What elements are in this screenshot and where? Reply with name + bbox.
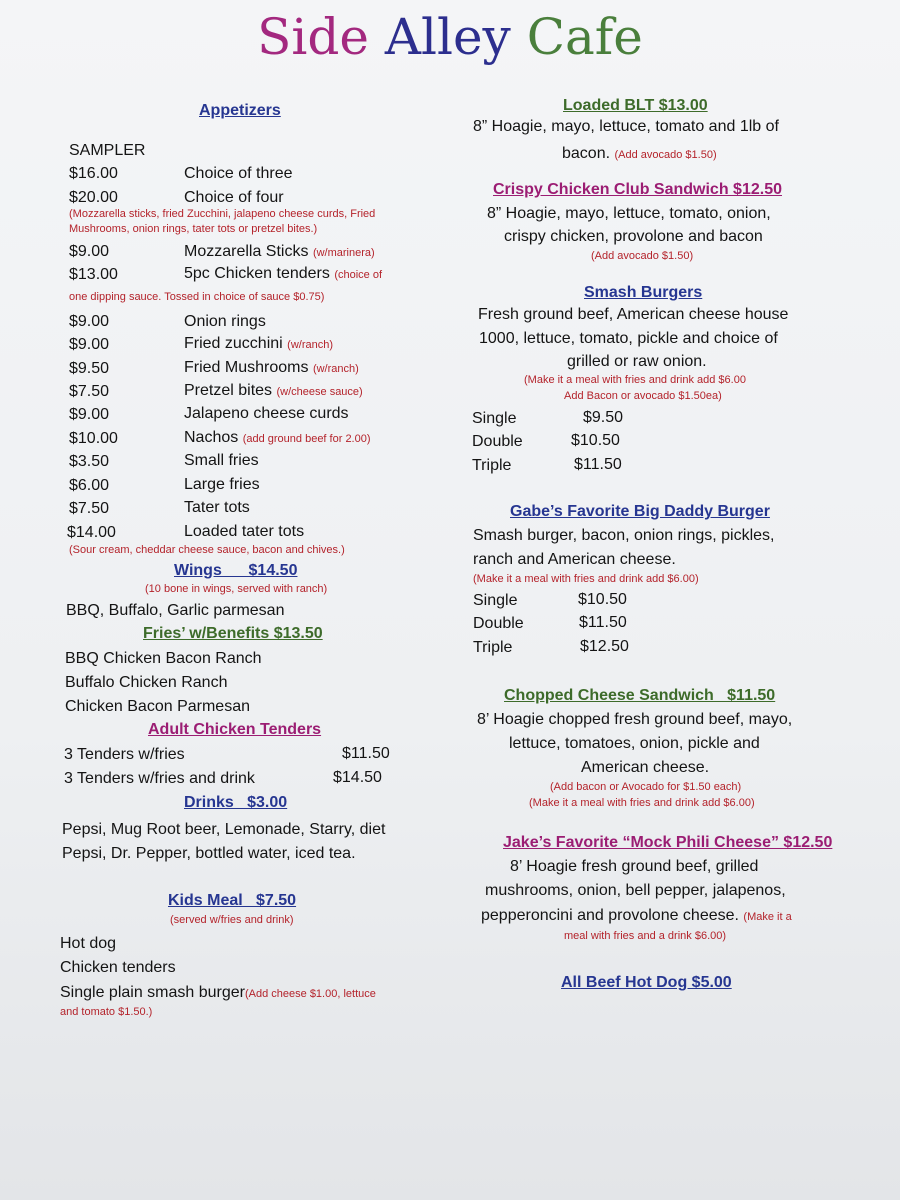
title-word-side: Side xyxy=(257,8,369,66)
price: $9.00 xyxy=(69,313,110,330)
price: $14.00 xyxy=(67,524,116,541)
jake-desc: 8’ Hoagie fresh ground beef, grilled xyxy=(510,858,759,875)
item-name: Large fries xyxy=(184,476,260,493)
price: $3.50 xyxy=(69,453,110,470)
size-label: Double xyxy=(473,615,524,632)
chopped-heading: Chopped Cheese Sandwich $11.50 xyxy=(504,687,776,704)
item-name: Loaded tater tots xyxy=(184,523,305,540)
item-name: Small fries xyxy=(184,452,259,469)
jake-desc-3: pepperoncini and provolone cheese. (Make it a xyxy=(481,907,792,924)
appetizers-heading: Appetizers xyxy=(199,102,281,119)
tenders-price: $11.50 xyxy=(342,745,390,762)
kids-burger-note: and tomato $1.50.) xyxy=(60,1006,153,1018)
chopped-note-2: (Make it a meal with fries and drink add $6.00) xyxy=(529,797,755,809)
smash-desc: Fresh ground beef, American cheese house xyxy=(478,306,789,323)
item-name: Fried zucchini (w/ranch) xyxy=(184,335,333,352)
club-desc: 8” Hoagie, mayo, lettuce, tomato, onion, xyxy=(487,205,771,222)
tenders-note: one dipping sauce. Tossed in choice of sauce $0.75) xyxy=(69,291,325,303)
smash-desc-2: 1000, lettuce, tomato, pickle and choice of xyxy=(479,330,778,347)
chopped-desc-2: lettuce, tomatoes, onion, pickle and xyxy=(509,735,760,752)
kids-item: Hot dog xyxy=(60,935,117,952)
gabe-note: (Make it a meal with fries and drink add $6.00) xyxy=(473,573,699,585)
item-name: Nachos (add ground beef for 2.00) xyxy=(184,429,371,446)
size-label: Triple xyxy=(472,457,512,474)
price: $9.00 xyxy=(69,406,110,423)
smash-desc-3: grilled or raw onion. xyxy=(567,353,707,370)
size-label: Single xyxy=(473,592,518,609)
fries-heading: Fries’ w/Benefits $13.50 xyxy=(143,625,323,642)
size-price: $12.50 xyxy=(580,638,629,655)
wings-flavors: BBQ, Buffalo, Garlic parmesan xyxy=(66,602,285,619)
item-name: Fried Mushrooms (w/ranch) xyxy=(184,359,359,376)
title-word-cafe: Cafe xyxy=(526,8,643,66)
fries-item: Chicken Bacon Parmesan xyxy=(65,698,250,715)
jake-desc-2: mushrooms, onion, bell pepper, jalapenos, xyxy=(485,882,786,899)
smash-note-2: Add Bacon or avocado $1.50ea) xyxy=(564,390,722,402)
size-price: $10.50 xyxy=(571,432,620,449)
price: $7.50 xyxy=(69,500,110,517)
item-name: Choice of three xyxy=(184,165,293,182)
item-name: Choice of four xyxy=(184,189,284,206)
chopped-desc-3: American cheese. xyxy=(581,759,710,776)
blt-desc: 8” Hoagie, mayo, lettuce, tomato and 1lb of xyxy=(473,118,779,135)
price: $6.00 xyxy=(69,477,110,494)
blt-heading: Loaded BLT $13.00 xyxy=(563,97,708,114)
price: $13.00 xyxy=(69,266,118,283)
size-price: $11.50 xyxy=(574,456,622,473)
price: $7.50 xyxy=(69,383,110,400)
price: $9.50 xyxy=(69,360,110,377)
drinks-list: Pepsi, Mug Root beer, Lemonade, Starry, diet Pepsi, Dr. Pepper, bottled water, iced tea. xyxy=(62,821,386,862)
club-note: (Add avocado $1.50) xyxy=(591,250,694,262)
sampler-label: SAMPLER xyxy=(69,142,146,159)
drinks-heading: Drinks $3.00 xyxy=(184,794,288,811)
chopped-desc: 8’ Hoagie chopped fresh ground beef, mayo, xyxy=(477,711,793,728)
size-label: Double xyxy=(472,433,523,450)
club-desc-2: crispy chicken, provolone and bacon xyxy=(504,228,763,245)
gabe-desc-2: ranch and American cheese. xyxy=(473,551,676,568)
kids-item: Chicken tenders xyxy=(60,959,176,976)
wings-note: (10 bone in wings, served with ranch) xyxy=(145,583,328,595)
kids-meal-note: (served w/fries and drink) xyxy=(170,914,294,926)
price: $16.00 xyxy=(69,165,118,182)
price: $9.00 xyxy=(69,243,110,260)
sampler-note: (Mozzarella sticks, fried Zucchini, jalapeno cheese curds, Fried Mushrooms, onion rings, tater tots or pretzel bites.) xyxy=(69,208,376,235)
item-name: 5pc Chicken tenders (choice of xyxy=(184,265,383,282)
price: $9.00 xyxy=(69,336,110,353)
item-name: Tater tots xyxy=(184,499,250,516)
tenders-item: 3 Tenders w/fries and drink xyxy=(64,770,255,787)
chopped-note: (Add bacon or Avocado for $1.50 each) xyxy=(550,781,742,793)
loaded-tots-note: (Sour cream, cheddar cheese sauce, bacon and chives.) xyxy=(69,544,345,556)
fries-item: BBQ Chicken Bacon Ranch xyxy=(65,650,262,667)
gabe-heading: Gabe’s Favorite Big Daddy Burger xyxy=(510,503,770,520)
kids-meal-heading: Kids Meal $7.50 xyxy=(168,892,297,909)
adult-tenders-heading: Adult Chicken Tenders xyxy=(148,721,322,738)
size-label: Single xyxy=(472,410,517,427)
item-name: Jalapeno cheese curds xyxy=(184,405,349,422)
item-name: Onion rings xyxy=(184,313,266,330)
item-name: Pretzel bites (w/cheese sauce) xyxy=(184,382,363,399)
jake-heading: Jake’s Favorite “Mock Phili Cheese” $12.50 xyxy=(503,834,833,851)
wings-heading: Wings $14.50 xyxy=(174,562,298,579)
tenders-price: $14.50 xyxy=(333,769,382,786)
size-label: Triple xyxy=(473,639,513,656)
size-price: $9.50 xyxy=(583,409,624,426)
gabe-desc: Smash burger, bacon, onion rings, pickles, xyxy=(473,527,775,544)
item-name: Mozzarella Sticks (w/marinera) xyxy=(184,243,375,260)
blt-desc-2: bacon. (Add avocado $1.50) xyxy=(562,145,717,162)
tenders-item: 3 Tenders w/fries xyxy=(64,746,185,763)
club-heading: Crispy Chicken Club Sandwich $12.50 xyxy=(493,181,782,198)
size-price: $11.50 xyxy=(579,614,627,631)
price: $20.00 xyxy=(69,189,118,206)
size-price: $10.50 xyxy=(578,591,627,608)
smash-heading: Smash Burgers xyxy=(584,284,703,301)
smash-note: (Make it a meal with fries and drink add $6.00 xyxy=(524,374,746,386)
price: $10.00 xyxy=(69,430,118,447)
menu-title xyxy=(0,8,900,66)
fries-item: Buffalo Chicken Ranch xyxy=(65,674,228,691)
jake-note-2: meal with fries and a drink $6.00) xyxy=(564,930,727,942)
kids-item: Single plain smash burger(Add cheese $1.00, lettuce xyxy=(60,984,376,1001)
hotdog-heading: All Beef Hot Dog $5.00 xyxy=(561,974,732,991)
title-word-alley: Alley xyxy=(384,8,511,66)
